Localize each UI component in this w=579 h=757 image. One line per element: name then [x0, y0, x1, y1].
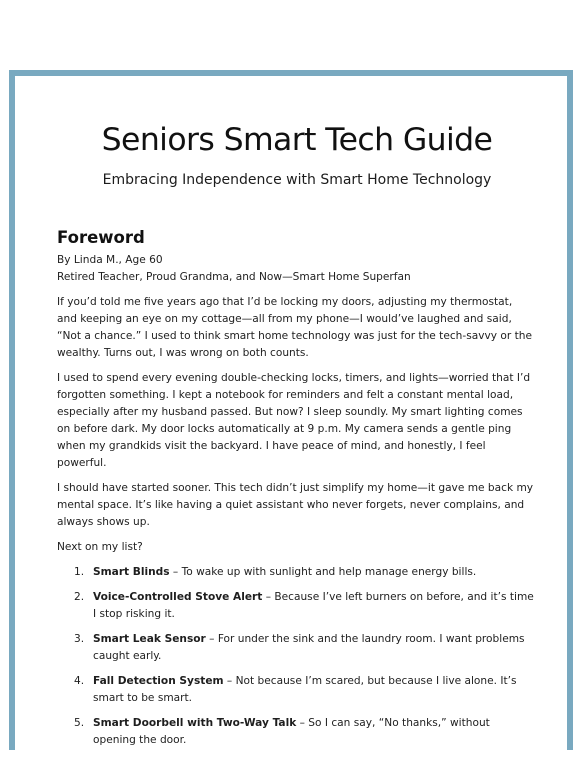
- item-title: Smart Blinds: [93, 566, 170, 578]
- paragraph: I should have started sooner. This tech didn’t just simplify my home—it gave me back my mental space. It’s like having a quiet assistant who never forgets, never complains, and always shows up.: [57, 482, 534, 528]
- section-heading: Foreword: [57, 228, 145, 247]
- item-description: – To wake up with sunlight and help manage energy bills.: [169, 566, 477, 578]
- foreword-section: [57, 226, 535, 757]
- wishlist: [57, 564, 535, 749]
- item-description: – For under the sink and the laundry room. I want problems caught early.: [93, 633, 525, 662]
- list-item: [57, 673, 535, 707]
- page-frame: [9, 70, 573, 750]
- list-number: 2.: [74, 591, 85, 603]
- document-title: Seniors Smart Tech Guide: [101, 122, 493, 158]
- item-description: – Because I’ve left burners on before, and it’s time I stop risking it.: [93, 591, 534, 620]
- item-title: Fall Detection System: [93, 675, 224, 687]
- author-role: Retired Teacher, Proud Grandma, and Now—Smart Home Superfan: [57, 271, 411, 283]
- item-description: – Not because I’m scared, but because I live alone. It’s smart to be smart.: [93, 675, 517, 704]
- item-title: Voice-Controlled Stove Alert: [93, 591, 263, 603]
- author-byline: By Linda M., Age 60: [57, 254, 163, 266]
- list-item: [57, 715, 535, 749]
- list-item: [57, 631, 535, 665]
- list-item: [57, 589, 535, 623]
- item-description: – So I can say, “No thanks,” without opening the door.: [93, 717, 490, 746]
- item-title: Smart Leak Sensor: [93, 633, 206, 645]
- list-number: 4.: [74, 675, 85, 687]
- item-title: Smart Doorbell with Two-Way Talk: [93, 717, 297, 729]
- list-number: 3.: [74, 633, 85, 645]
- list-item: [57, 564, 535, 581]
- document-subtitle: Embracing Independence with Smart Home Technology: [102, 172, 492, 188]
- list-intro: Next on my list?: [57, 541, 143, 553]
- list-number: 5.: [74, 717, 85, 729]
- paragraph: I used to spend every evening double-checking locks, timers, and lights—worried that I’d forgotten something. I kept a notebook for reminders and felt a constant mental load, especially after my husband passed. But now? I sleep soundly. My smart lighting comes on before dark. My door locks automatically at 9 p.m. My camera sends a gentle ping when my grandkids visit the backyard. I have peace of mind, and honestly, I feel powerful.: [57, 372, 531, 469]
- list-number: 1.: [74, 566, 85, 578]
- paragraph: If you’d told me five years ago that I’d be locking my doors, adjusting my thermostat, and keeping an eye on my cottage—all from my phone—I would’ve laughed and said, “Not a chance.” I used to think smart home technology was just for the tech-savvy or the wealthy. Turns out, I was wrong on both counts.: [57, 296, 532, 359]
